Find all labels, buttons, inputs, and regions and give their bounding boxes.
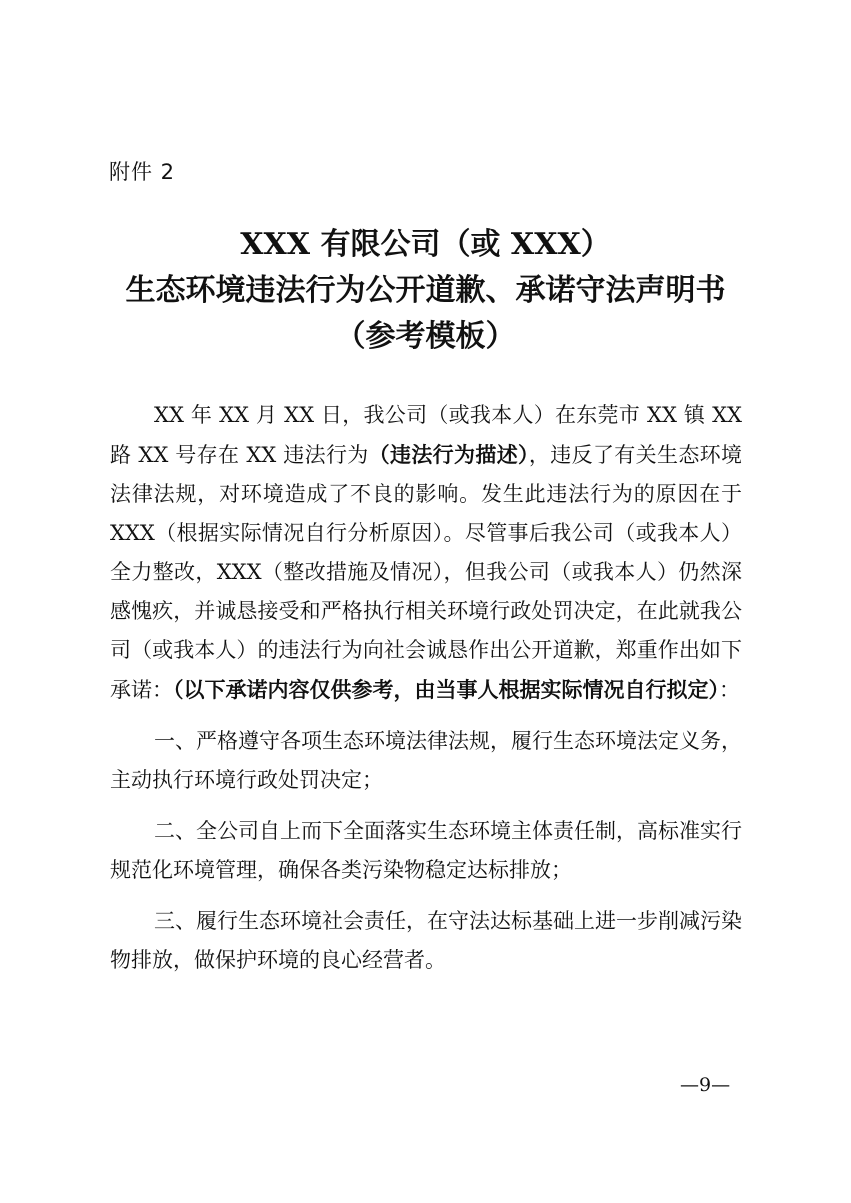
title-line-subject: 生态环境违法行为公开道歉、承诺守法声明书 [125, 273, 726, 308]
commitment-item-2: 二、全公司自上而下全面落实生态环境主体责任制，高标准实行规范化环境管理，确保各类污染物稳定达标排放； [110, 819, 742, 882]
apology-paragraph [110, 396, 742, 710]
apology-text-2: ，违反了有关生态环境法律法规，对环境造成了不良的影响。发生此违法行为的原因在于 XXX（根据实际情况自行分析原因）。尽管事后我公司（或我本人）全力整改，XXX（整改措施及情况），但我公司（或我本人）仍然深感愧疚，并诚恳接受和严格执行相关环境行政处罚决定，在此就我公司（或我本人）的违法行为向社会诚恳作出公开道歉，郑重作出如下承诺： [110, 443, 743, 702]
violation-description-note: （违法行为描述） [368, 442, 529, 467]
title-line-template-note: （参考模板） [335, 319, 516, 354]
attachment-label: 附件 2 [109, 160, 176, 184]
commitment-item-3: 三、履行生态环境社会责任，在守法达标基础上进一步削减污染物排放，做保护环境的良心经营者。 [110, 909, 742, 972]
page-number: —9— [680, 1074, 731, 1096]
commitment-item-1: 一、严格遵守各项生态环境法律法规，履行生态环境法定义务，主动执行环境行政处罚决定； [110, 729, 742, 792]
title-line-company: XXX 有限公司（或 XXX） [240, 227, 611, 262]
document-title [60, 222, 791, 360]
apology-text-1: XX 年 XX 月 XX 日，我公司（或我本人）在东莞市 XX 镇 XX 路 XX 号存在 XX 违法行为 [110, 403, 742, 467]
commitment-reference-note: （以下承诺内容仅供参考，由当事人根据实际情况自行拟定） [173, 677, 719, 702]
apology-text-3: ： [719, 678, 740, 702]
document-body [110, 396, 742, 980]
